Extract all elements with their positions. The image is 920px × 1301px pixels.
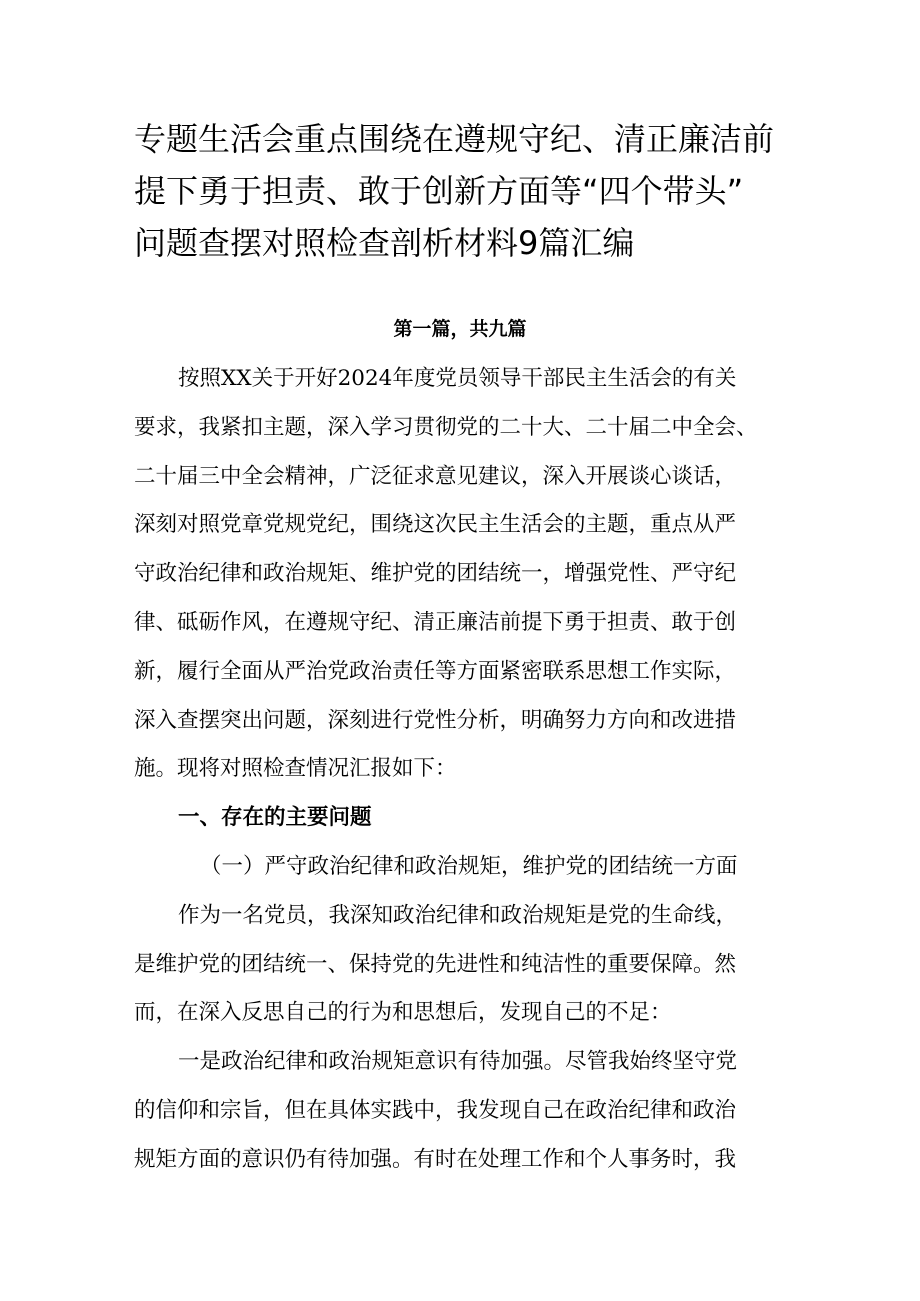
section-heading <box>134 794 824 843</box>
text-line: 而，在深入反思自己的行为和思想后，发现自己的不足： <box>134 1000 672 1026</box>
document-subtitle: 第一篇，共九篇 <box>393 318 527 340</box>
section-subheading <box>134 843 824 892</box>
text-line: 律、砥砺作风，在遵规守纪、清正廉洁前提下勇于担责、敢于创 <box>134 609 737 635</box>
title-line: 提下勇于担责、敢于创新方面等“四个带头” <box>134 172 744 210</box>
subheading-line: （一）严守政治纪律和政治规矩，维护党的团结统一方面 <box>200 853 738 879</box>
text-line: 深入查摆突出问题，深刻进行党性分析，明确努力方向和改进措 <box>134 707 737 733</box>
heading-line: 一、存在的主要问题 <box>178 805 372 831</box>
paragraph-awareness <box>134 1038 824 1184</box>
text-line: 施。现将对照检查情况汇报如下： <box>134 756 457 782</box>
text-line: 的信仰和宗旨，但在具体实践中，我发现自己在政治纪律和政治 <box>134 1097 737 1123</box>
title-line: 专题生活会重点围绕在遵规守纪、清正廉洁前 <box>134 120 775 158</box>
title-line: 问题查摆对照检查剖析材料9篇汇编 <box>134 224 635 262</box>
document-title <box>134 113 814 269</box>
paragraph-intro <box>134 355 824 794</box>
text-line: 新，履行全面从严治党政治责任等方面紧密联系思想工作实际， <box>134 658 737 684</box>
text-line: 守政治纪律和政治规矩、维护党的团结统一，增强党性、严守纪 <box>134 561 737 587</box>
text-line: 规矩方面的意识仍有待加强。有时在处理工作和个人事务时，我 <box>134 1146 737 1172</box>
text-line: 按照XX关于开好2024年度党员领导干部民主生活会的有关 <box>178 366 737 391</box>
text-line: 二十届三中全会精神，广泛征求意见建议，深入开展谈心谈话， <box>134 463 737 489</box>
text-line: 深刻对照党章党规党纪，围绕这次民主生活会的主题，重点从严 <box>134 512 737 538</box>
text-line: 是维护党的团结统一、保持党的先进性和纯洁性的重要保障。然 <box>134 951 737 977</box>
paragraph-discipline <box>134 892 824 1038</box>
text-line: 一是政治纪律和政治规矩意识有待加强。尽管我始终坚守党 <box>178 1049 738 1075</box>
text-line: 作为一名党员，我深知政治纪律和政治规矩是党的生命线， <box>178 902 738 928</box>
text-line: 要求，我紧扣主题，深入学习贯彻党的二十大、二十届二中全会、 <box>134 414 758 440</box>
document-body <box>134 355 824 1185</box>
